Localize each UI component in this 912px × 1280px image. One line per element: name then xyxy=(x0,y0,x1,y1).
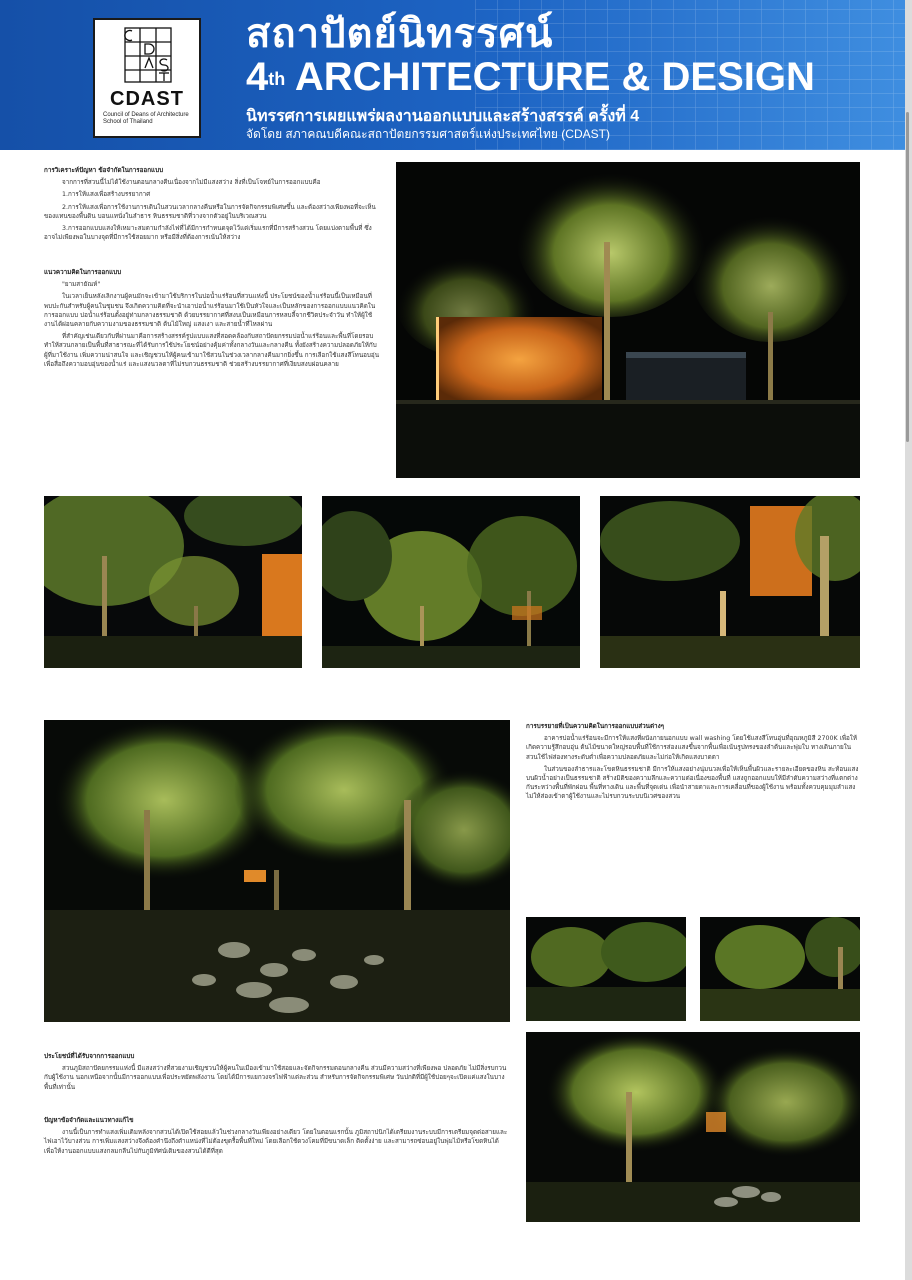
problem-section xyxy=(44,166,379,245)
design-paragraph: อาคารบ่อน้ำแร่ร้อนจะมีการให้แสงที่ผนังภายนอกแบบ wall washing โดยใช้แสงสีโทนอุ่นที่อุณหภูมิสี 2700K เพื่อให้เกิดความรู้สึกอบอุ่น ต้นไม้ขนาดใหญ่รอบพื้นที่ใช้การส่องแสงขึ้นจากพื้นเพื่อเน้นรูปทรงของลำต้นและพุ่มใบ ทางเดินภายในสวนใช้ไฟส่องทางระดับต่ำเพื่อความปลอดภัยและไม่ก่อให้เกิดแสงบาดตา xyxy=(526,735,857,761)
design-paragraph: ในส่วนของลำธารและโขดหินธรรมชาติ มีการให้แสงอย่างนุ่มนวลเพื่อให้เห็นพื้นผิวและรายละเอียดของหิน สะท้อนแสงบนผิวน้ำอย่างเป็นธรรมชาติ สร้างมิติของความลึกและความต่อเนื่องของพื้นที่ แสงถูกออกแบบให้มีลำดับความสว่างที่แตกต่างกันระหว่างพื้นที่พักผ่อน พื้นที่ทางเดิน และพื้นที่จุดเด่น เพื่อนำสายตาและการเคลื่อนที่ของผู้ใช้งาน พร้อมทั้งควบคุมมุมลำแสงไม่ให้ส่องเข้าตาผู้ใช้งานและไม่รบกวนระบบนิเวศของสวน xyxy=(526,765,859,801)
scrollbar-indicator[interactable] xyxy=(906,112,909,442)
pavilion-night-image xyxy=(396,162,860,478)
lawn-trees-small-right-image xyxy=(700,917,860,1021)
title-number: 4 xyxy=(246,55,269,99)
problem-paragraph: 1.การให้แสงเพื่อสร้างบรรยากาศ xyxy=(62,191,151,199)
title-thai: สถาปัตย์นิทรรศน์ xyxy=(246,12,554,56)
lawn-trees-small-left-image xyxy=(526,917,686,1021)
pathway-rocks-bottom-image xyxy=(526,1032,860,1222)
benefit-heading: ประโยชน์ที่ได้รับจากการออกแบบ xyxy=(44,1053,135,1060)
logo-subtitle: Council of Deans of Architecture School of Thailand xyxy=(103,112,189,125)
cdast-logo xyxy=(93,18,201,138)
benefit-section xyxy=(44,1052,510,1095)
poster-header xyxy=(0,0,905,150)
problem-paragraph: 2.การให้แสงเพื่อการใช้งานการเดินในสวนเวลากลางคืนหรือในการจัดกิจกรรมพิเศษขึ้น และต้องสว่างเพียงพอที่จะเห็นของแทนของพื้นดิน บอนแทนั่งในลำธาร หินธรรมชาติที่วางจากตัวอยู่ในบริเวณสวน xyxy=(44,203,376,220)
problem-heading: การวิเคราะห์ปัญหา ข้อจำกัดในการออกแบบ xyxy=(44,167,164,174)
pavilion-trees-right-image xyxy=(600,496,860,668)
photo-garden-path-center xyxy=(322,496,580,668)
concept-quote: "ยามสายัณห์" xyxy=(62,281,101,289)
design-heading: การบรรยายที่เป็นความคิดในการออกแบบส่วนต่างๆ xyxy=(526,723,665,730)
photo-lawn-trees-small-left xyxy=(526,917,686,1021)
photo-pavilion-trees-right xyxy=(600,496,860,668)
logo-text: CDAST xyxy=(110,88,184,110)
photo-pavilion-night xyxy=(396,162,860,478)
concept-heading: แนวความคิดในการออกแบบ xyxy=(44,269,122,276)
cdast-logo-mark-icon xyxy=(123,26,173,84)
design-section xyxy=(526,722,860,805)
limits-paragraph: งานนี้เป็นการทำแสงเพิ่มเติมหลังจากสวนได้เปิดใช้สอยแล้วในช่วงกลางวันเพียงอย่างเดียว โดยในตอนแรกนั้น ภูมิสถาปนิกได้เตรียมงานระบบมีการเตรียมจุดต่อสายและไฟเอาไว้บางส่วน การเพิ่มแสงสว่างจึงต้องคำนึงถึงตำแหน่งที่ไม่ต้องขุดรื้อพื้นที่ใหม่ โดยเลือกใช้ดวงโคมที่มีขนาดเล็ก ติดตั้งง่าย และสามารถซ่อนอยู่ในพุ่มไม้หรือโขดหินได้ เพื่อให้งานออกแบบแสงกลมกลืนไปกับภูมิทัศน์เดิมของสวนได้ดีที่สุด xyxy=(44,1129,508,1155)
subtitle-thai: นิทรรศการเผยแพร่ผลงานออกแบบและสร้างสรรค์ ครั้งที่ 4 xyxy=(246,108,640,125)
title-ordinal: th xyxy=(268,69,286,89)
photo-lawn-trees-small-right xyxy=(700,917,860,1021)
trees-pavilion-left-image xyxy=(44,496,302,668)
limits-heading: ปัญหาข้อจำกัดและแนวทางแก้ไข xyxy=(44,1117,134,1124)
title-english-rest: ARCHITECTURE & DESIGN xyxy=(285,55,815,99)
photo-trees-pavilion-left xyxy=(44,496,302,668)
concept-section xyxy=(44,268,379,372)
benefit-paragraph: สวนภูมิสถาปัตยกรรมแห่งนี้ มีแสงสว่างที่สวยงามเชิญชวนให้ผู้คนในเมืองเข้ามาใช้สอยและจัดกิจกรรมตอนกลางคืน ส่วนมีความสว่างที่เพียงพอ ปลอดภัย ไม่มีสิ่งรบกวนกับผู้ใช้งาน นอกเหนือจากนั้นมีการออกแบบเพื่อประหยัดพลังงาน โดยได้มีการแยกวงจรไฟฟ้าแต่ละส่วน สำหรับการจัดกิจกรรมพิเศษ วันปกติที่มีผู้ใช้บ่อยๆจะเปิดแค่แสงในบางพื้นที่เท่านั้น xyxy=(44,1065,507,1091)
organizer-line: จัดโดย สภาคณบดีคณะสถาปัตยกรรมศาสตร์แห่งประเทศไทย (CDAST) xyxy=(246,127,610,141)
problem-paragraph: 3.การออกแบบแสงให้เหมาะสมตามกำลังไฟที่ได้มีการกำหนดจุดไว้แต่เริ่มแรกที่มีการสร้างสวน โดยแบ่งตามพื้นที่ ซึ่งอาจไม่เพียงพอในบางจุดที่มีการใช้สอยมาก หรือมีสิ่งที่ต้องการเน้นให้สว่าง xyxy=(44,225,372,242)
problem-paragraph: จากการที่สวนนี้ไม่ได้ใช้งานตอนกลางคืนเนื่องจากไม่มีแสงสว่าง สิ่งที่เป็นโจทย์ในการออกแบบคือ xyxy=(62,179,321,187)
limits-section xyxy=(44,1116,510,1159)
title-english xyxy=(246,55,815,99)
photo-pathway-rocks-bottom xyxy=(526,1032,860,1222)
stream-rocks-image xyxy=(44,720,510,1022)
concept-paragraph: ที่สำคัญเช่นเดียวกับที่ผ่านมาคือการสร้างสรรค์รูปแบบแสงที่สอดคล้องกับสถาปัตยกรรมบ่อน้ำแร่ร้อนและพื้นที่โดยรอบ ทำให้สวนกลายเป็นพื้นที่สาธารณะที่ได้รับการใช้ประโยชน์อย่างคุ้มค่าทั้งกลางวันและกลางคืน ทั้งยังสร้างความปลอดภัยให้กับผู้ที่มาใช้งาน เพิ่มความน่าสนใจ และเชิญชวนให้ผู้คนเข้ามาใช้สวนในช่วงเวลากลางคืนมากยิ่งขึ้น การเลือกใช้แสงสีโทนอบอุ่นเพื่อสื่อถึงความอบอุ่นของน้ำแร่ และแสงนวลตาที่ไม่รบกวนธรรมชาติ ช่วยสร้างบรรยากาศที่เงียบสงบผ่อนคลาย xyxy=(44,333,380,368)
photo-stream-rocks xyxy=(44,720,510,1022)
concept-paragraph: ในเวลาเย็นหลังเลิกงานผู้คนมักจะเข้ามาใช้บริการในบ่อน้ำแร่ร้อนที่สวนแห่งนี้ ประโยชน์ของน้ำแร่ร้อนนี้เป็นเหมือนที่พบปะกันสำหรับผู้คนในชุมชน จึงเกิดความคิดที่จะนำเอาบ่อน้ำแร่ร้อนมาใช้เป็นหัวใจและเป็นหลักของการออกแบบแนวคิดในการออกแบบ บ่อน้ำแร่ร้อนตั้งอยู่ท่ามกลางธรรมชาติ ด้วยบรรยากาศที่สงบเป็นเหมือนการหลบลี้จากชีวิตประจำวัน ทำให้ผู้ใช้งานได้ผ่อนคลายกับความงามของธรรมชาติ ต้นไม้ใหญ่ แสงเงา และสายน้ำที่ไหลผ่าน xyxy=(44,293,376,329)
garden-path-center-image xyxy=(322,496,580,668)
